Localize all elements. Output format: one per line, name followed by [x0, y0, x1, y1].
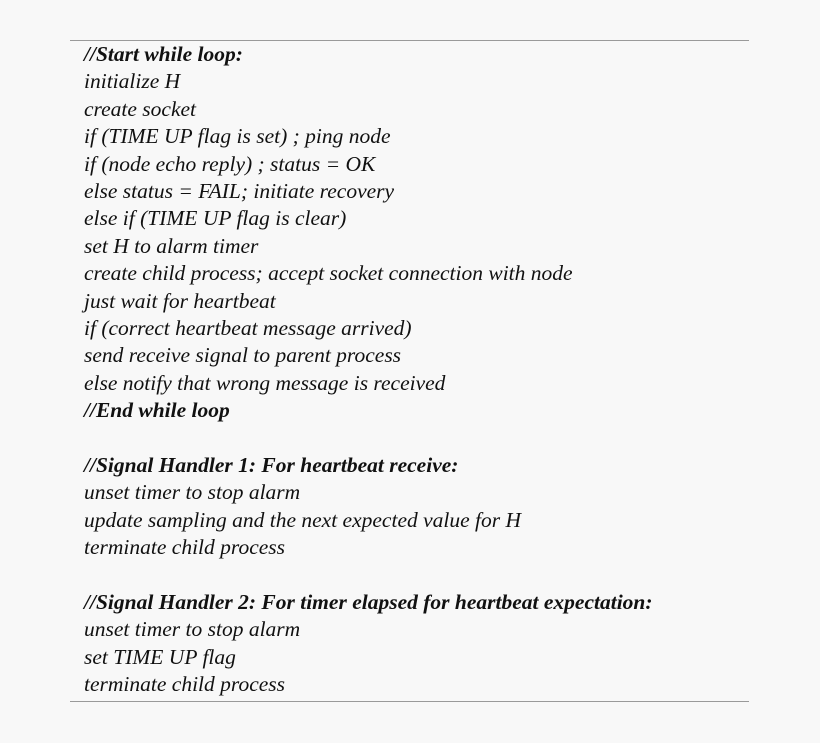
listing-line: just wait for heartbeat: [84, 288, 276, 313]
listing-line: else status = FAIL; initiate recovery: [84, 178, 395, 203]
listing-line: //End while loop: [84, 398, 230, 423]
listing-line: send receive signal to parent process: [84, 343, 402, 368]
listing-line: if (node echo reply) ; status = OK: [84, 151, 376, 176]
listing-line: if (TIME UP flag is set) ; ping node: [84, 124, 391, 149]
listing-line: //Signal Handler 2: For timer elapsed for heartbeat expectation:: [84, 589, 653, 614]
listing-line: create child process; accept socket connection with node: [84, 261, 573, 286]
blank-line: [84, 424, 744, 451]
listing-line: unset timer to stop alarm: [84, 480, 301, 505]
listing-line: //Start while loop:: [84, 42, 243, 66]
listing-line: else notify that wrong message is received: [84, 370, 446, 395]
listing-line: terminate child process: [84, 535, 286, 560]
listing-line: //Signal Handler 1: For heartbeat receive:: [84, 452, 459, 477]
listing-line: if (correct heartbeat message arrived): [84, 315, 412, 340]
listing-line: else if (TIME UP flag is clear): [84, 206, 347, 231]
listing-line: unset timer to stop alarm: [84, 617, 301, 642]
blank-line: [84, 561, 744, 588]
listing-line: update sampling and the next expected value for H: [84, 507, 522, 532]
listing-line: set H to alarm timer: [84, 233, 259, 258]
listing-line: create socket: [84, 96, 197, 121]
listing-line: set TIME UP flag: [84, 644, 236, 669]
listing-line: terminate child process: [84, 671, 286, 696]
listing-line: initialize H: [84, 69, 181, 94]
bottom-rule: [70, 701, 749, 702]
algorithm-listing: [84, 41, 744, 698]
